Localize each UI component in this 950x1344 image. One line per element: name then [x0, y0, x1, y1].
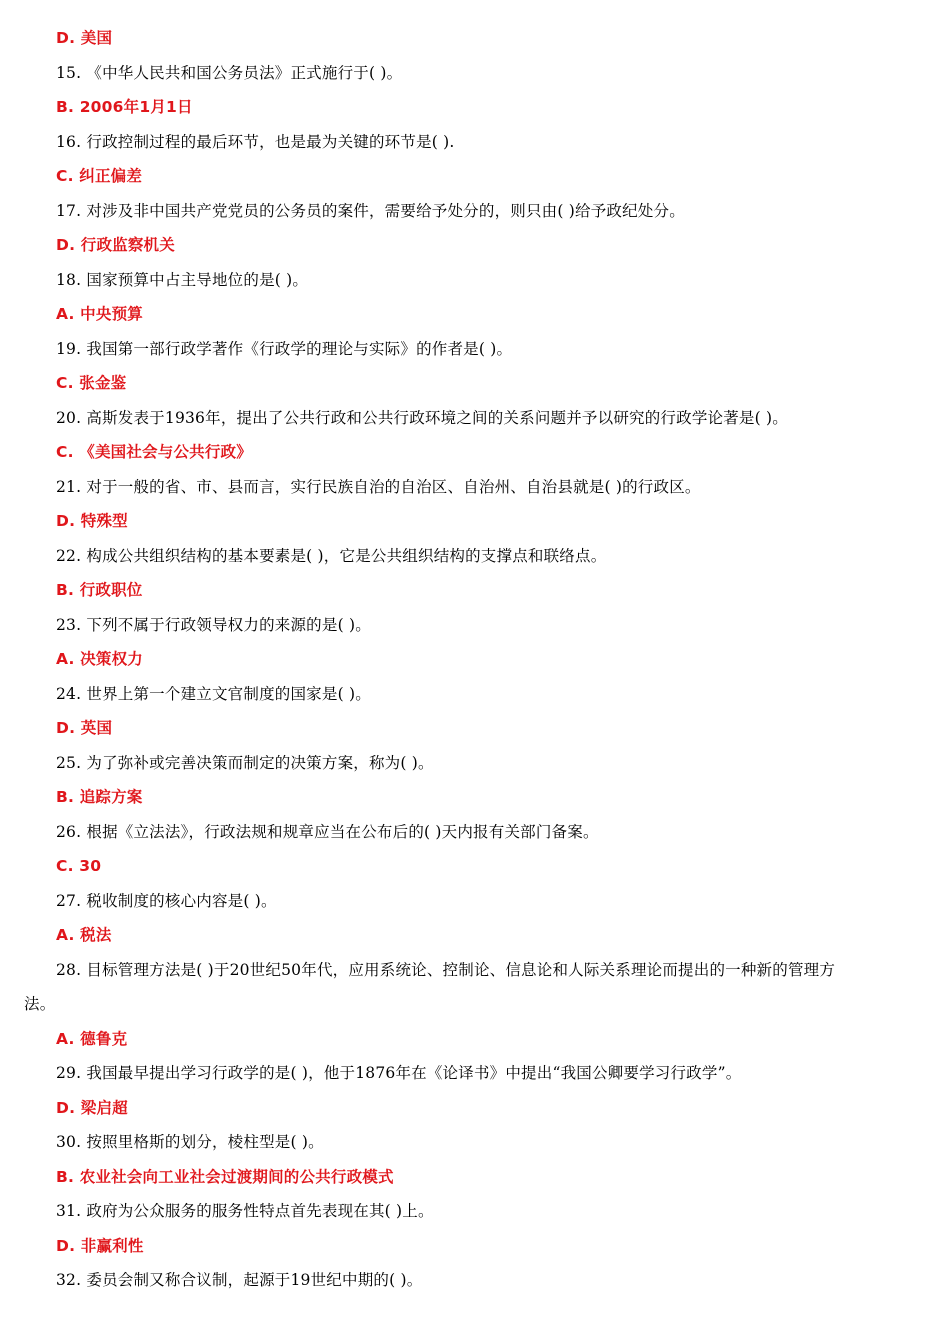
question-line: 32. 委员会制又称合议制，起源于19世纪中期的( )。 — [56, 1271, 423, 1289]
answer-line: C. 30 — [56, 857, 102, 875]
answer-line: D. 特殊型 — [56, 512, 128, 530]
question-line: 31. 政府为公众服务的服务性特点首先表现在其( )上。 — [56, 1202, 434, 1220]
question-line: 19. 我国第一部行政学著作《行政学的理论与实际》的作者是( )。 — [56, 339, 513, 358]
answer-line: C. 纠正偏差 — [56, 167, 143, 185]
answer-line: B. 2006年1月1日 — [56, 98, 193, 116]
question-line: 23. 下列不属于行政领导权力的来源的是( )。 — [56, 615, 371, 634]
answer-line: B. 追踪方案 — [56, 788, 143, 806]
question-line: 18. 国家预算中占主导地位的是( )。 — [56, 270, 309, 289]
question-line: 28. 目标管理方法是( )于20世纪50年代，应用系统论、控制论、信息论和人际关系理论而提出的一种新的管理方 — [56, 960, 836, 979]
question-line: 29. 我国最早提出学习行政学的是( )，他于1876年在《论译书》中提出“我国公卿要学习行政学”。 — [56, 1064, 742, 1082]
question-line: 15. 《中华人民共和国公务员法》正式施行于( )。 — [56, 63, 403, 82]
question-line: 30. 按照里格斯的划分，棱柱型是( )。 — [56, 1133, 324, 1151]
question-line: 24. 世界上第一个建立文官制度的国家是( )。 — [56, 684, 371, 703]
answer-line: D. 行政监察机关 — [56, 236, 175, 254]
answer-line: D. 美国 — [56, 29, 113, 47]
question-line: 25. 为了弥补或完善决策而制定的决策方案，称为( )。 — [56, 753, 434, 772]
answer-line: B. 行政职位 — [56, 581, 143, 599]
answer-line: D. 英国 — [56, 719, 113, 737]
answer-line: A. 德鲁克 — [56, 1029, 128, 1048]
answer-line: C. 张金鉴 — [56, 374, 127, 392]
answer-line: D. 非赢利性 — [56, 1236, 144, 1255]
answer-line: A. 税法 — [56, 926, 112, 944]
question-line: 21. 对于一般的省、市、县而言，实行民族自治的自治区、自治州、自治县就是( )的行政区。 — [56, 477, 701, 496]
answer-line: B. 农业社会向工业社会过渡期间的公共行政模式 — [56, 1167, 394, 1186]
answer-line: D. 梁启超 — [56, 1098, 128, 1117]
document-page — [0, 21, 950, 1298]
question-line: 27. 税收制度的核心内容是( )。 — [56, 891, 277, 910]
question-line: 26. 根据《立法法》，行政法规和规章应当在公布后的( )天内报有关部门备案。 — [56, 822, 599, 841]
question-line: 20. 高斯发表于1936年，提出了公共行政和公共行政环境之间的关系问题并予以研究的行政学论著是( )。 — [56, 408, 788, 427]
answer-line: C. 《美国社会与公共行政》 — [56, 443, 252, 461]
answer-line: A. 中央预算 — [56, 305, 143, 323]
answer-line: A. 决策权力 — [56, 650, 143, 668]
question-line: 22. 构成公共组织结构的基本要素是( )，它是公共组织结构的支撑点和联络点。 — [56, 546, 607, 565]
question-line: 17. 对涉及非中国共产党党员的公务员的案件，需要给予处分的，则只由( )给予政纪处分。 — [56, 201, 685, 220]
question-line: 16. 行政控制过程的最后环节，也是最为关键的环节是( ). — [56, 132, 455, 151]
question-line-continuation: 法。 — [24, 995, 56, 1013]
